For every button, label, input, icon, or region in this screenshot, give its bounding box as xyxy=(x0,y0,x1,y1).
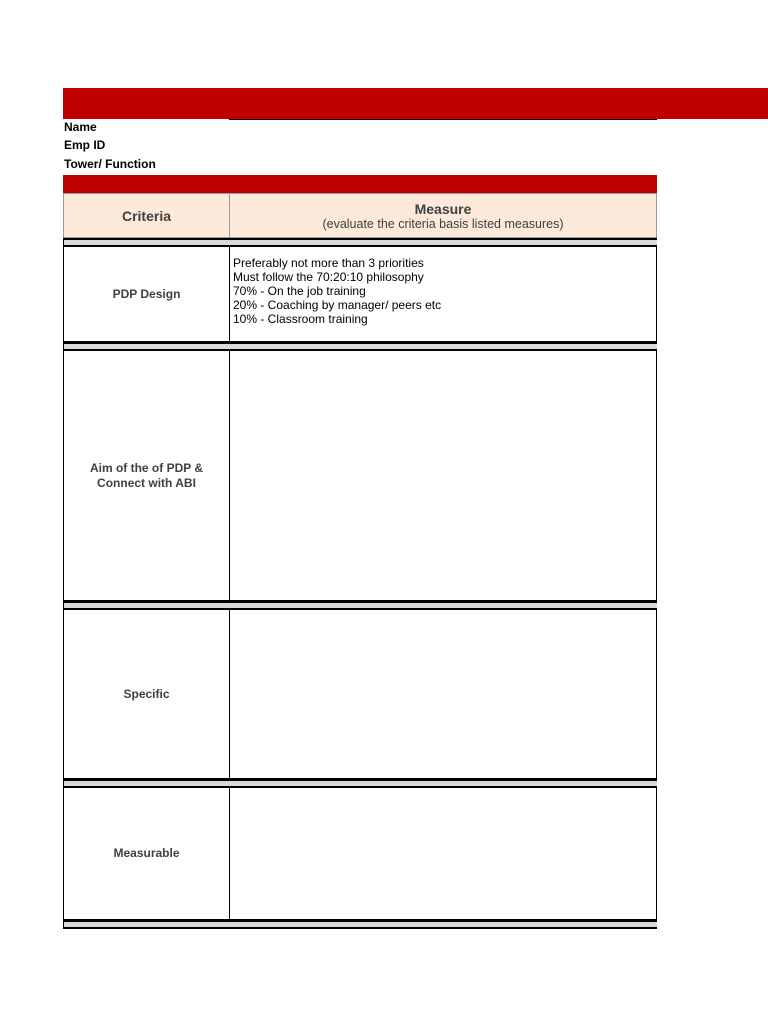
tower-function-label: Tower/ Function xyxy=(64,157,156,171)
measure-cell[interactable] xyxy=(231,247,656,341)
criteria-label: Aim of the of PDP & Connect with ABI xyxy=(89,460,204,490)
measure-item: 10% - Classroom training xyxy=(233,312,368,326)
table-row-aim xyxy=(63,350,657,601)
criteria-label: PDP Design xyxy=(112,286,181,301)
measure-header xyxy=(229,193,657,238)
measure-cell[interactable] xyxy=(231,610,656,778)
emp-id-label: Emp ID xyxy=(64,138,106,152)
measure-item: Preferably not more than 3 priorities xyxy=(233,256,424,270)
table-row-pdp-design xyxy=(63,246,657,342)
measure-cell[interactable] xyxy=(231,351,656,600)
section-band xyxy=(63,175,657,193)
measure-item: Must follow the 70:20:10 philosophy xyxy=(233,270,424,284)
table-row-measurable xyxy=(63,787,657,920)
info-underline xyxy=(229,119,657,120)
row-separator xyxy=(63,920,657,929)
criteria-cell xyxy=(64,247,230,341)
name-label: Name xyxy=(64,120,97,134)
criteria-cell xyxy=(64,788,230,919)
measure-cell[interactable] xyxy=(231,788,656,919)
measure-item: 70% - On the job training xyxy=(233,284,366,298)
measure-list xyxy=(231,247,656,326)
criteria-header xyxy=(63,193,230,238)
title-bar xyxy=(63,88,768,119)
criteria-cell xyxy=(64,610,230,778)
table-row-specific xyxy=(63,609,657,779)
measure-header-subtitle: (evaluate the criteria basis listed measures) xyxy=(322,216,564,231)
measure-header-title: Measure xyxy=(414,200,472,217)
measure-item: 20% - Coaching by manager/ peers etc xyxy=(233,298,442,312)
criteria-header-label: Criteria xyxy=(121,207,172,224)
criteria-label: Measurable xyxy=(113,846,180,860)
criteria-label: Specific xyxy=(123,686,170,701)
criteria-cell xyxy=(64,351,230,600)
